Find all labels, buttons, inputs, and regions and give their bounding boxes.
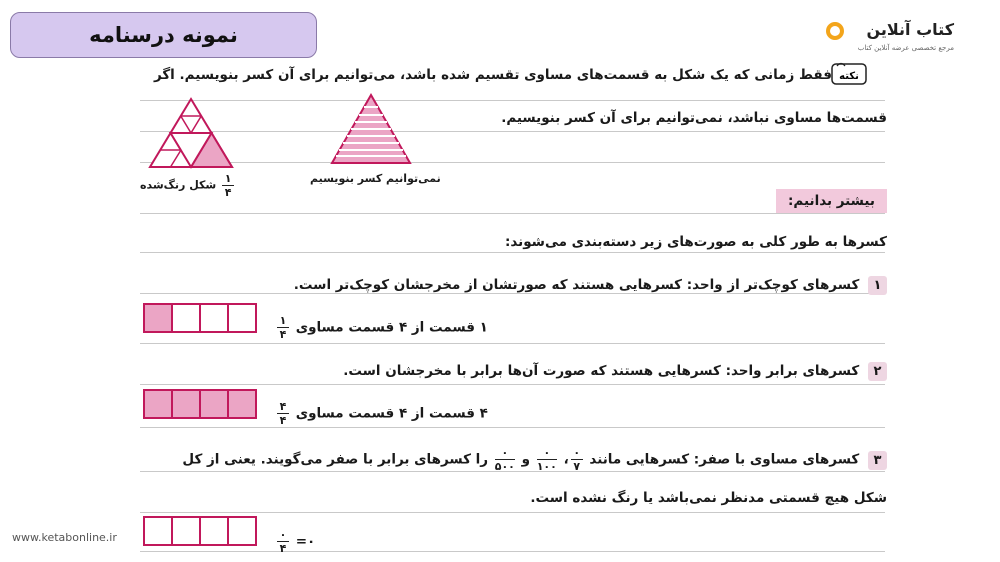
note-icon xyxy=(831,60,869,86)
item-1-boxes xyxy=(143,303,257,333)
item-3-fraction: $\frac{۰}{۴}$ xyxy=(277,529,289,554)
fraction-box xyxy=(199,516,229,546)
intro-text: کسرها به طور کلی به صورت‌های زیر دسته‌بندی می‌شوند: xyxy=(504,234,887,250)
logo-name: کتاب آنلاین xyxy=(866,20,954,39)
fraction-box xyxy=(143,516,173,546)
note-line-1: فقط زمانی که یک شکل به قسمت‌های مساوی تقسیم شده باشد، می‌توانیم برای آن کسر بنویسیم. اگر xyxy=(153,67,832,83)
fraction-box-filled xyxy=(171,389,201,419)
item-2-text: ۲ کسرهای برابر واحد: کسرهایی هستند که صورت آن‌ها برابر با مخرجشان است. xyxy=(343,362,887,381)
left-figure-caption xyxy=(140,173,236,198)
section-badge xyxy=(10,12,317,58)
fraction-box xyxy=(199,303,229,333)
item-1-caption: ۱ قسمت از ۴ قسمت مساوی $\frac{۱}{۴}$ xyxy=(275,315,488,340)
fraction-box xyxy=(227,516,257,546)
caption-fraction: $\frac{۱}{۴}$ xyxy=(222,173,234,198)
example-fraction: $\frac{۰}{۱۰۰}$ xyxy=(536,446,557,473)
item-2-boxes xyxy=(143,389,257,419)
item-number: ۱ xyxy=(868,276,887,295)
left-caption-text: شکل رنگ‌شده xyxy=(140,178,217,192)
item-1-text: ۱ کسرهای کوچک‌تر از واحد: کسرهایی هستند که صورتشان از مخرجشان کوچک‌تر است. xyxy=(294,276,887,295)
item-3-text: ۳ کسرهای مساوی با صفر: کسرهایی مانند $\frac{۰}{۷}$ ، $\frac{۰}{۱۰۰}$ و $\frac{۰}{۵۰۰}$ را کسرهای برابر با صفر می‌گویند. یعنی از کل xyxy=(182,447,887,472)
item-number: ۳ xyxy=(868,451,887,470)
logo-mark-icon xyxy=(826,22,844,40)
right-figure-caption: نمی‌توانیم کسر بنویسیم xyxy=(310,172,441,185)
know-more-tag xyxy=(776,189,887,213)
footer-url[interactable]: www.ketabonline.ir xyxy=(12,531,117,544)
item-number: ۲ xyxy=(868,362,887,381)
item-3-caption: $\frac{۰}{۴}$ =۰ xyxy=(275,529,315,554)
fraction-box-filled xyxy=(143,389,173,419)
item-3-line-2: شکل هیچ قسمتی مدنظر نمی‌باشد یا رنگ نشده است. xyxy=(530,490,887,506)
note-icon-label: نکته xyxy=(839,71,859,82)
fraction-box xyxy=(227,303,257,333)
know-more-label: بیشتر بدانیم: xyxy=(788,193,875,209)
fraction-box xyxy=(171,516,201,546)
note-line-2: قسمت‌ها مساوی نباشد، نمی‌توانیم برای آن کسر بنویسیم. xyxy=(501,110,887,126)
brand-logo xyxy=(826,20,986,60)
item-3-boxes xyxy=(143,516,257,546)
fraction-box-filled xyxy=(199,389,229,419)
item-2-fraction: $\frac{۴}{۴}$ xyxy=(277,401,289,426)
example-fraction: $\frac{۰}{۷}$ xyxy=(571,447,583,472)
logo-tagline: مرجع تخصصی عرضه آنلاین کتاب xyxy=(857,44,954,52)
example-fraction: $\frac{۰}{۵۰۰}$ xyxy=(494,446,515,473)
item-1-fraction: $\frac{۱}{۴}$ xyxy=(277,315,289,340)
quartered-triangle-figure xyxy=(148,97,234,169)
fraction-box-filled xyxy=(227,389,257,419)
badge-label: نمونه درسنامه xyxy=(89,23,238,47)
fraction-box xyxy=(171,303,201,333)
fraction-box-filled xyxy=(143,303,173,333)
striped-triangle-figure xyxy=(330,93,412,165)
item-2-caption: ۴ قسمت از ۴ قسمت مساوی $\frac{۴}{۴}$ xyxy=(275,401,488,426)
